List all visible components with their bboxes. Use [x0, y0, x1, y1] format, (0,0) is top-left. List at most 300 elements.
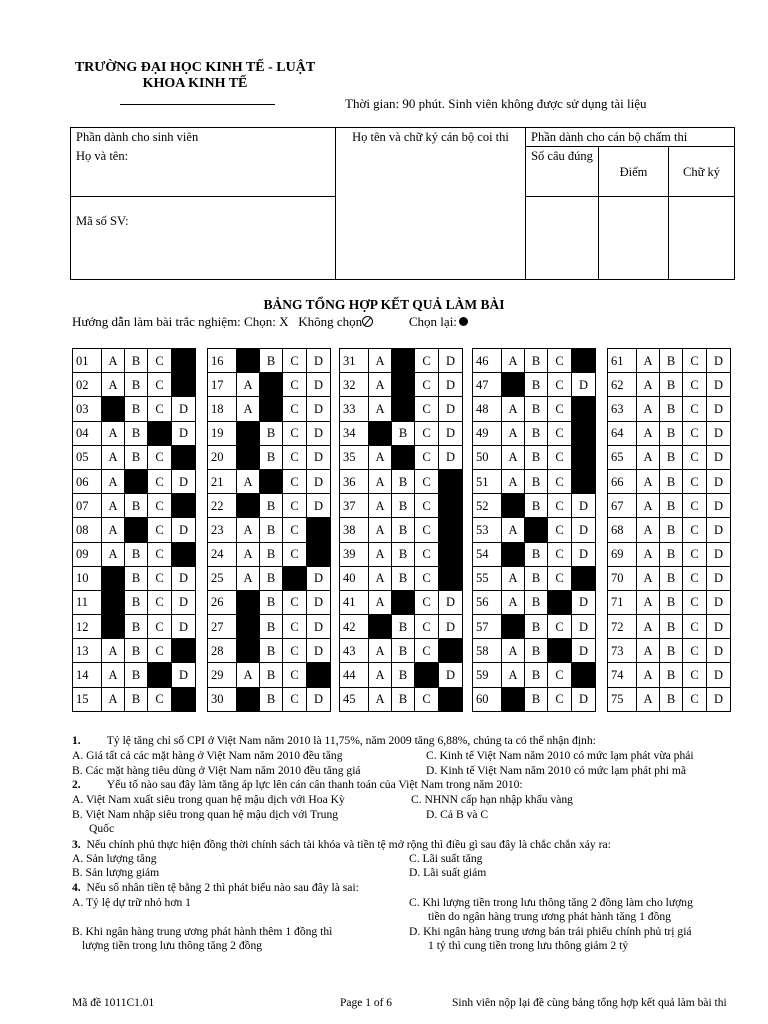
- answer-option-b[interactable]: B: [525, 445, 548, 469]
- answer-option-b[interactable]: B: [260, 421, 283, 445]
- answer-option-a[interactable]: A: [369, 445, 392, 469]
- answer-option-d[interactable]: D: [172, 469, 196, 493]
- answer-option-c[interactable]: C: [283, 494, 307, 518]
- answer-option-c[interactable]: C: [283, 518, 307, 542]
- answer-option-c[interactable]: C: [548, 421, 572, 445]
- answer-option-c[interactable]: C: [548, 687, 572, 711]
- answer-option-d[interactable]: D: [572, 590, 596, 614]
- answer-option-c[interactable]: C: [683, 687, 707, 711]
- answer-option-b[interactable]: B: [260, 542, 283, 566]
- answer-option-c[interactable]: C: [148, 615, 172, 639]
- answer-option-b[interactable]: [125, 469, 148, 493]
- answer-option-c[interactable]: C: [148, 590, 172, 614]
- answer-option-d[interactable]: D: [439, 445, 463, 469]
- answer-option-b[interactable]: B: [525, 615, 548, 639]
- answer-option-d[interactable]: D: [307, 421, 331, 445]
- answer-option-c[interactable]: C: [415, 494, 439, 518]
- question-2-option-c[interactable]: C. NHNN cấp hạn nhập khẩu vàng: [411, 793, 573, 806]
- answer-option-a[interactable]: A: [102, 469, 125, 493]
- answer-option-d[interactable]: D: [707, 687, 731, 711]
- answer-option-b[interactable]: B: [525, 373, 548, 397]
- answer-option-d[interactable]: D: [307, 615, 331, 639]
- answer-option-d[interactable]: D: [707, 663, 731, 687]
- answer-option-a[interactable]: A: [102, 421, 125, 445]
- answer-option-a[interactable]: A: [502, 349, 525, 373]
- answer-option-d[interactable]: D: [572, 542, 596, 566]
- question-4-option-d[interactable]: D. Khi ngân hàng trung ương bán trái phiếu chính phủ trị giá: [409, 925, 692, 938]
- answer-option-b[interactable]: B: [525, 639, 548, 663]
- answer-option-c[interactable]: C: [415, 518, 439, 542]
- question-3-option-a[interactable]: A. Sản lượng tăng: [72, 852, 157, 865]
- answer-option-b[interactable]: B: [660, 518, 683, 542]
- answer-option-c[interactable]: C: [683, 566, 707, 590]
- answer-option-c[interactable]: C: [283, 639, 307, 663]
- answer-option-b[interactable]: [392, 445, 415, 469]
- answer-option-b[interactable]: B: [660, 639, 683, 663]
- answer-option-a[interactable]: A: [237, 373, 260, 397]
- answer-option-b[interactable]: [392, 373, 415, 397]
- answer-option-d[interactable]: D: [172, 590, 196, 614]
- answer-option-d[interactable]: D: [439, 590, 463, 614]
- answer-option-a[interactable]: A: [369, 397, 392, 421]
- answer-option-b[interactable]: B: [125, 590, 148, 614]
- answer-option-a[interactable]: A: [637, 639, 660, 663]
- answer-option-a[interactable]: A: [102, 445, 125, 469]
- answer-option-a[interactable]: A: [637, 663, 660, 687]
- answer-option-b[interactable]: B: [525, 421, 548, 445]
- answer-option-a[interactable]: [502, 542, 525, 566]
- answer-option-c[interactable]: C: [683, 542, 707, 566]
- answer-option-c[interactable]: C: [683, 421, 707, 445]
- answer-option-a[interactable]: A: [637, 542, 660, 566]
- answer-option-c[interactable]: C: [283, 349, 307, 373]
- answer-option-d[interactable]: D: [439, 421, 463, 445]
- answer-option-d[interactable]: D: [572, 639, 596, 663]
- answer-option-c[interactable]: C: [283, 469, 307, 493]
- answer-option-c[interactable]: C: [283, 542, 307, 566]
- answer-option-c[interactable]: [415, 663, 439, 687]
- answer-option-c[interactable]: C: [548, 615, 572, 639]
- answer-option-a[interactable]: A: [237, 663, 260, 687]
- answer-option-a[interactable]: A: [502, 663, 525, 687]
- answer-option-b[interactable]: B: [125, 421, 148, 445]
- answer-option-c[interactable]: C: [548, 542, 572, 566]
- answer-option-c[interactable]: C: [415, 687, 439, 711]
- answer-option-b[interactable]: B: [660, 590, 683, 614]
- answer-option-d[interactable]: D: [707, 615, 731, 639]
- answer-option-b[interactable]: B: [660, 349, 683, 373]
- answer-option-a[interactable]: A: [637, 397, 660, 421]
- answer-option-c[interactable]: [148, 421, 172, 445]
- answer-option-c[interactable]: C: [415, 590, 439, 614]
- answer-option-d[interactable]: [439, 518, 463, 542]
- question-3-option-d[interactable]: D. Lãi suất giảm: [409, 866, 487, 879]
- answer-option-d[interactable]: [172, 639, 196, 663]
- answer-option-a[interactable]: A: [102, 373, 125, 397]
- answer-option-d[interactable]: D: [707, 494, 731, 518]
- answer-option-d[interactable]: D: [172, 566, 196, 590]
- answer-option-c[interactable]: C: [548, 663, 572, 687]
- answer-option-a[interactable]: A: [502, 445, 525, 469]
- answer-option-a[interactable]: A: [237, 518, 260, 542]
- answer-option-b[interactable]: B: [125, 397, 148, 421]
- answer-option-c[interactable]: C: [415, 397, 439, 421]
- answer-option-b[interactable]: B: [125, 542, 148, 566]
- answer-option-c[interactable]: C: [548, 373, 572, 397]
- answer-option-a[interactable]: A: [369, 373, 392, 397]
- answer-option-a[interactable]: A: [102, 639, 125, 663]
- answer-option-b[interactable]: B: [260, 445, 283, 469]
- answer-option-d[interactable]: [572, 663, 596, 687]
- answer-option-c[interactable]: C: [283, 421, 307, 445]
- score-cell[interactable]: [599, 197, 669, 280]
- answer-option-a[interactable]: [237, 445, 260, 469]
- question-4-option-c[interactable]: C. Khi lượng tiền trong lưu thông tăng 2 đồng làm cho lượng: [409, 896, 693, 909]
- answer-option-b[interactable]: B: [660, 663, 683, 687]
- answer-option-a[interactable]: A: [369, 518, 392, 542]
- answer-option-b[interactable]: B: [125, 373, 148, 397]
- answer-option-b[interactable]: [260, 397, 283, 421]
- answer-option-d[interactable]: D: [172, 663, 196, 687]
- answer-option-b[interactable]: B: [392, 687, 415, 711]
- answer-option-c[interactable]: C: [283, 590, 307, 614]
- answer-option-d[interactable]: D: [307, 445, 331, 469]
- answer-option-a[interactable]: [369, 615, 392, 639]
- answer-option-d[interactable]: D: [707, 469, 731, 493]
- answer-option-d[interactable]: D: [707, 566, 731, 590]
- answer-option-d[interactable]: D: [707, 373, 731, 397]
- answer-option-d[interactable]: [172, 373, 196, 397]
- answer-option-b[interactable]: B: [392, 421, 415, 445]
- answer-option-c[interactable]: C: [548, 469, 572, 493]
- answer-option-c[interactable]: C: [683, 590, 707, 614]
- answer-option-d[interactable]: [172, 687, 196, 711]
- answer-option-b[interactable]: B: [392, 639, 415, 663]
- answer-option-a[interactable]: [102, 566, 125, 590]
- answer-option-c[interactable]: C: [148, 518, 172, 542]
- answer-option-c[interactable]: C: [683, 663, 707, 687]
- answer-option-d[interactable]: [572, 421, 596, 445]
- student-id-field[interactable]: [71, 197, 336, 280]
- answer-option-a[interactable]: [237, 615, 260, 639]
- answer-option-d[interactable]: [572, 445, 596, 469]
- answer-option-c[interactable]: [548, 590, 572, 614]
- answer-option-a[interactable]: A: [102, 687, 125, 711]
- answer-option-d[interactable]: D: [439, 397, 463, 421]
- answer-option-b[interactable]: B: [525, 349, 548, 373]
- answer-option-a[interactable]: A: [369, 469, 392, 493]
- answer-option-d[interactable]: [172, 349, 196, 373]
- answer-option-c[interactable]: C: [148, 566, 172, 590]
- question-3-option-c[interactable]: C. Lãi suất tăng: [409, 852, 483, 865]
- answer-option-d[interactable]: D: [572, 615, 596, 639]
- answer-option-d[interactable]: D: [439, 663, 463, 687]
- answer-option-c[interactable]: [283, 566, 307, 590]
- answer-option-b[interactable]: B: [125, 639, 148, 663]
- answer-option-b[interactable]: B: [525, 566, 548, 590]
- question-4-option-b[interactable]: B. Khi ngân hàng trung ương phát hành thêm 1 đồng thì: [72, 925, 333, 938]
- answer-option-a[interactable]: [502, 615, 525, 639]
- student-name-field[interactable]: [71, 147, 336, 197]
- answer-option-b[interactable]: B: [660, 494, 683, 518]
- answer-option-c[interactable]: C: [683, 469, 707, 493]
- answer-option-d[interactable]: [439, 469, 463, 493]
- answer-option-b[interactable]: [525, 518, 548, 542]
- answer-option-a[interactable]: [237, 687, 260, 711]
- answer-option-c[interactable]: C: [548, 518, 572, 542]
- answer-option-c[interactable]: C: [148, 494, 172, 518]
- answer-option-a[interactable]: [502, 687, 525, 711]
- answer-option-c[interactable]: [148, 663, 172, 687]
- answer-option-b[interactable]: B: [525, 469, 548, 493]
- answer-option-d[interactable]: [307, 518, 331, 542]
- answer-option-b[interactable]: B: [260, 494, 283, 518]
- answer-option-c[interactable]: C: [683, 518, 707, 542]
- answer-option-d[interactable]: [172, 542, 196, 566]
- answer-option-d[interactable]: [172, 445, 196, 469]
- answer-option-a[interactable]: [237, 349, 260, 373]
- answer-option-c[interactable]: C: [148, 445, 172, 469]
- answer-option-b[interactable]: B: [260, 663, 283, 687]
- answer-option-c[interactable]: C: [415, 373, 439, 397]
- answer-option-c[interactable]: C: [548, 494, 572, 518]
- answer-option-a[interactable]: A: [502, 590, 525, 614]
- answer-option-c[interactable]: C: [683, 373, 707, 397]
- answer-option-b[interactable]: B: [525, 397, 548, 421]
- answer-option-b[interactable]: [392, 590, 415, 614]
- answer-option-a[interactable]: A: [369, 663, 392, 687]
- answer-option-c[interactable]: C: [548, 445, 572, 469]
- answer-option-a[interactable]: A: [637, 518, 660, 542]
- answer-option-d[interactable]: D: [572, 494, 596, 518]
- answer-option-b[interactable]: B: [260, 518, 283, 542]
- answer-option-a[interactable]: A: [637, 373, 660, 397]
- answer-option-b[interactable]: [392, 397, 415, 421]
- answer-option-d[interactable]: [439, 566, 463, 590]
- answer-option-d[interactable]: D: [707, 639, 731, 663]
- answer-option-c[interactable]: C: [283, 397, 307, 421]
- question-1-option-b[interactable]: B. Các mặt hàng tiêu dùng ở Việt Nam năm 2010 đều tăng giá: [72, 764, 361, 777]
- answer-option-d[interactable]: [439, 494, 463, 518]
- answer-option-a[interactable]: A: [102, 542, 125, 566]
- answer-option-b[interactable]: B: [125, 349, 148, 373]
- answer-option-b[interactable]: B: [260, 639, 283, 663]
- answer-option-a[interactable]: A: [102, 494, 125, 518]
- answer-option-d[interactable]: D: [707, 349, 731, 373]
- answer-option-b[interactable]: B: [660, 421, 683, 445]
- answer-option-b[interactable]: B: [660, 445, 683, 469]
- answer-option-b[interactable]: B: [660, 397, 683, 421]
- answer-option-b[interactable]: B: [125, 615, 148, 639]
- answer-option-b[interactable]: B: [392, 494, 415, 518]
- answer-option-b[interactable]: B: [660, 373, 683, 397]
- answer-option-a[interactable]: A: [237, 542, 260, 566]
- answer-option-c[interactable]: C: [683, 494, 707, 518]
- answer-option-d[interactable]: D: [707, 397, 731, 421]
- answer-option-d[interactable]: D: [307, 397, 331, 421]
- answer-option-d[interactable]: [572, 349, 596, 373]
- answer-option-b[interactable]: B: [260, 566, 283, 590]
- answer-option-c[interactable]: C: [415, 639, 439, 663]
- answer-option-a[interactable]: [237, 421, 260, 445]
- answer-option-b[interactable]: B: [660, 566, 683, 590]
- answer-option-d[interactable]: D: [707, 542, 731, 566]
- answer-option-b[interactable]: B: [525, 687, 548, 711]
- answer-option-d[interactable]: D: [307, 639, 331, 663]
- answer-option-b[interactable]: B: [660, 542, 683, 566]
- answer-option-d[interactable]: D: [572, 518, 596, 542]
- answer-option-b[interactable]: B: [125, 494, 148, 518]
- signature-cell[interactable]: [669, 197, 735, 280]
- answer-option-c[interactable]: C: [148, 469, 172, 493]
- answer-option-d[interactable]: [307, 542, 331, 566]
- answer-option-b[interactable]: B: [392, 663, 415, 687]
- answer-option-b[interactable]: [260, 469, 283, 493]
- answer-option-d[interactable]: [572, 566, 596, 590]
- answer-option-a[interactable]: A: [369, 687, 392, 711]
- answer-option-a[interactable]: A: [637, 566, 660, 590]
- answer-option-a[interactable]: A: [369, 494, 392, 518]
- answer-option-a[interactable]: [102, 615, 125, 639]
- answer-option-a[interactable]: A: [369, 639, 392, 663]
- answer-option-c[interactable]: C: [683, 349, 707, 373]
- answer-option-b[interactable]: B: [525, 494, 548, 518]
- answer-option-d[interactable]: D: [439, 349, 463, 373]
- answer-option-d[interactable]: D: [172, 421, 196, 445]
- answer-option-a[interactable]: A: [237, 469, 260, 493]
- answer-option-a[interactable]: [102, 397, 125, 421]
- answer-option-b[interactable]: B: [525, 590, 548, 614]
- answer-option-a[interactable]: [369, 421, 392, 445]
- answer-option-c[interactable]: C: [283, 615, 307, 639]
- answer-option-c[interactable]: C: [683, 615, 707, 639]
- answer-option-a[interactable]: [502, 373, 525, 397]
- answer-option-a[interactable]: [502, 494, 525, 518]
- question-1-option-a[interactable]: A. Giá tất cả các mặt hàng ở Việt Nam năm 2010 đều tăng: [72, 749, 343, 762]
- answer-option-d[interactable]: [307, 663, 331, 687]
- answer-option-c[interactable]: C: [148, 542, 172, 566]
- answer-option-c[interactable]: C: [148, 373, 172, 397]
- question-1-option-c[interactable]: C. Kinh tế Việt Nam năm 2010 có mức lạm phát vừa phải: [426, 749, 694, 762]
- answer-option-c[interactable]: C: [283, 687, 307, 711]
- answer-option-c[interactable]: C: [683, 639, 707, 663]
- answer-option-b[interactable]: [260, 373, 283, 397]
- question-2-option-b[interactable]: B. Việt Nam nhập siêu trong quan hệ mậu dịch với Trung: [72, 808, 339, 821]
- answer-option-c[interactable]: C: [683, 445, 707, 469]
- answer-option-d[interactable]: D: [707, 518, 731, 542]
- answer-option-b[interactable]: B: [392, 566, 415, 590]
- answer-option-b[interactable]: B: [260, 615, 283, 639]
- answer-option-d[interactable]: [572, 397, 596, 421]
- answer-option-d[interactable]: D: [307, 687, 331, 711]
- answer-option-d[interactable]: D: [307, 566, 331, 590]
- answer-option-b[interactable]: B: [392, 469, 415, 493]
- answer-option-c[interactable]: C: [548, 566, 572, 590]
- answer-option-a[interactable]: A: [369, 590, 392, 614]
- answer-option-c[interactable]: C: [415, 445, 439, 469]
- answer-option-a[interactable]: A: [502, 518, 525, 542]
- answer-option-c[interactable]: C: [415, 469, 439, 493]
- answer-option-d[interactable]: D: [172, 615, 196, 639]
- answer-option-a[interactable]: A: [637, 590, 660, 614]
- answer-option-c[interactable]: C: [283, 445, 307, 469]
- answer-option-c[interactable]: [548, 639, 572, 663]
- answer-option-c[interactable]: C: [283, 373, 307, 397]
- answer-option-c[interactable]: C: [283, 663, 307, 687]
- answer-option-d[interactable]: D: [307, 349, 331, 373]
- answer-option-d[interactable]: D: [439, 373, 463, 397]
- answer-option-d[interactable]: D: [707, 421, 731, 445]
- answer-option-a[interactable]: [237, 494, 260, 518]
- answer-option-a[interactable]: A: [502, 639, 525, 663]
- answer-option-b[interactable]: B: [125, 445, 148, 469]
- answer-option-c[interactable]: C: [415, 615, 439, 639]
- answer-option-a[interactable]: A: [502, 566, 525, 590]
- question-4-option-a[interactable]: A. Tỷ lệ dự trữ nhỏ hơn 1: [72, 896, 191, 909]
- answer-option-a[interactable]: A: [637, 421, 660, 445]
- answer-option-b[interactable]: B: [260, 590, 283, 614]
- answer-option-d[interactable]: D: [707, 445, 731, 469]
- answer-option-b[interactable]: B: [125, 566, 148, 590]
- answer-option-c[interactable]: C: [415, 421, 439, 445]
- answer-option-d[interactable]: D: [307, 590, 331, 614]
- answer-option-d[interactable]: D: [572, 373, 596, 397]
- answer-option-d[interactable]: [572, 469, 596, 493]
- answer-option-c[interactable]: C: [415, 349, 439, 373]
- answer-option-c[interactable]: C: [548, 349, 572, 373]
- answer-option-b[interactable]: B: [525, 542, 548, 566]
- answer-option-d[interactable]: D: [172, 397, 196, 421]
- answer-option-a[interactable]: [237, 590, 260, 614]
- question-2-option-a[interactable]: A. Việt Nam xuất siêu trong quan hệ mậu dịch với Hoa Kỳ: [72, 793, 345, 806]
- answer-option-d[interactable]: D: [707, 590, 731, 614]
- answer-option-c[interactable]: C: [148, 639, 172, 663]
- answer-option-a[interactable]: A: [102, 663, 125, 687]
- answer-option-d[interactable]: D: [172, 518, 196, 542]
- answer-option-b[interactable]: B: [660, 469, 683, 493]
- question-2-option-d[interactable]: D. Cả B và C: [426, 808, 489, 821]
- answer-option-a[interactable]: A: [102, 349, 125, 373]
- answer-option-b[interactable]: B: [392, 518, 415, 542]
- answer-option-a[interactable]: A: [637, 615, 660, 639]
- answer-option-a[interactable]: A: [369, 542, 392, 566]
- answer-option-a[interactable]: A: [637, 349, 660, 373]
- answer-option-a[interactable]: A: [102, 518, 125, 542]
- answer-option-d[interactable]: [172, 494, 196, 518]
- answer-option-d[interactable]: D: [307, 494, 331, 518]
- answer-option-a[interactable]: A: [237, 397, 260, 421]
- answer-option-b[interactable]: B: [260, 687, 283, 711]
- answer-option-b[interactable]: [125, 518, 148, 542]
- answer-option-a[interactable]: A: [237, 566, 260, 590]
- answer-option-a[interactable]: A: [502, 397, 525, 421]
- answer-option-d[interactable]: D: [572, 687, 596, 711]
- answer-option-b[interactable]: B: [660, 615, 683, 639]
- answer-option-c[interactable]: C: [148, 687, 172, 711]
- answer-option-a[interactable]: A: [502, 469, 525, 493]
- answer-option-a[interactable]: [102, 590, 125, 614]
- answer-option-b[interactable]: B: [392, 615, 415, 639]
- answer-option-a[interactable]: A: [637, 687, 660, 711]
- question-1-option-d[interactable]: D. Kinh tế Việt Nam năm 2010 có mức lạm phát phi mã: [426, 764, 687, 777]
- answer-option-b[interactable]: B: [125, 663, 148, 687]
- answer-option-b[interactable]: B: [525, 663, 548, 687]
- answer-option-b[interactable]: B: [260, 349, 283, 373]
- answer-option-d[interactable]: D: [307, 469, 331, 493]
- answer-option-d[interactable]: D: [307, 373, 331, 397]
- correct-count-cell[interactable]: [526, 197, 599, 280]
- answer-option-d[interactable]: [439, 542, 463, 566]
